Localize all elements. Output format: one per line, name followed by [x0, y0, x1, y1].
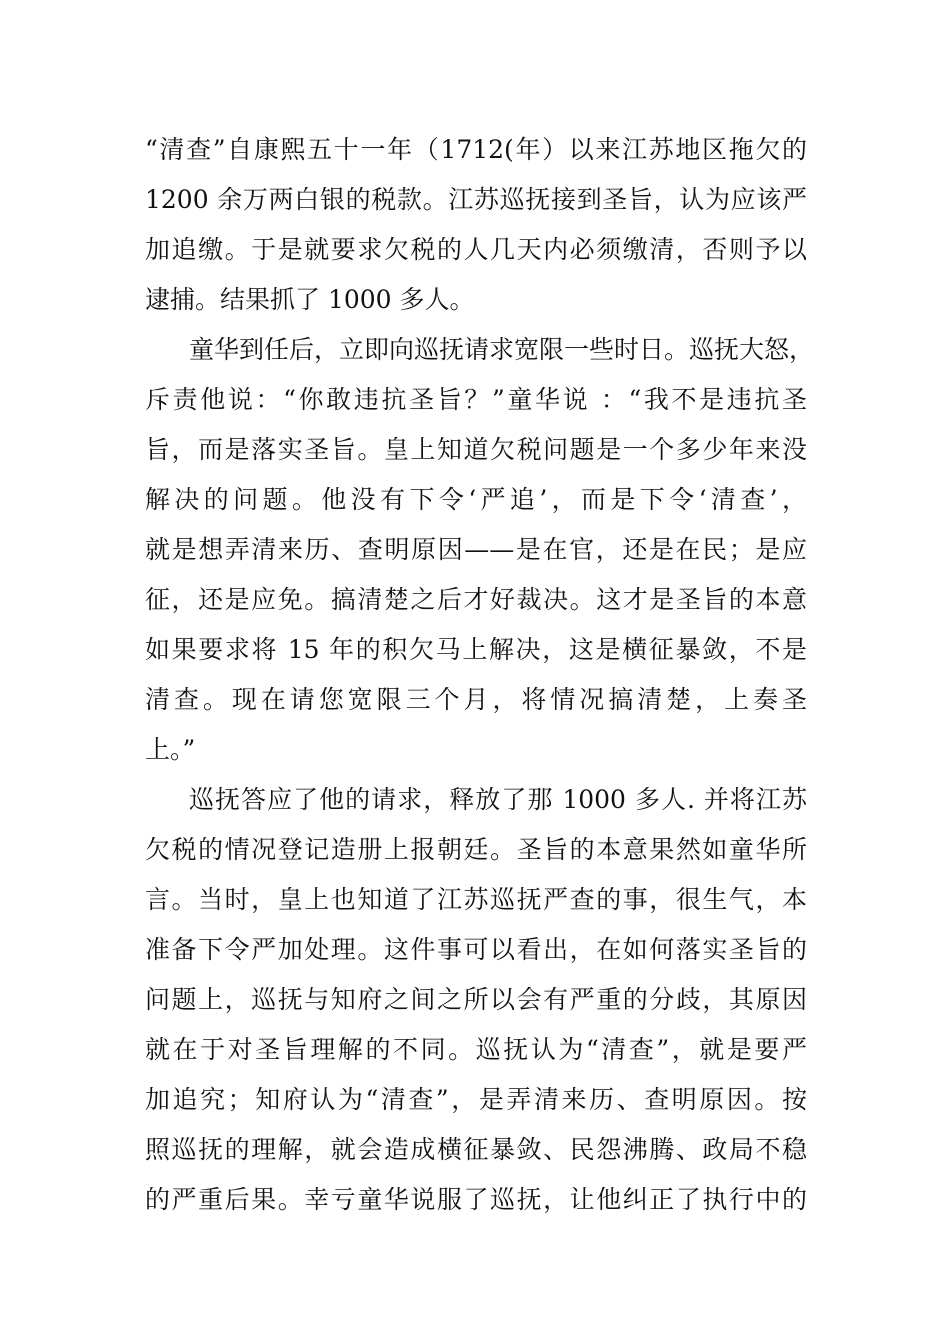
document-page — [145, 125, 815, 1225]
text-line: 旨，而是落实圣旨。皇上知道欠税问题是一个多少年来没 — [145, 435, 807, 464]
text-line: 逮捕。结果抓了 1000 多人。 — [145, 285, 475, 314]
text-line: 上。” — [145, 735, 196, 764]
text-line: 童华到任后，立即向巡抚请求宽限一些时日。巡抚大怒， — [189, 335, 815, 364]
paragraph-3 — [145, 775, 807, 1225]
text-line: 如果要求将 15 年的积欠马上解决，这是横征暴敛，不是 — [145, 635, 807, 664]
text-line: 加追缴。于是就要求欠税的人几天内必须缴清，否则予以 — [145, 235, 807, 264]
text-line: 解决的问题。他没有下令‘严追’，而是下令‘清查’， — [145, 485, 807, 514]
text-line: 1200 余万两白银的税款。江苏巡抚接到圣旨，认为应该严 — [145, 185, 807, 214]
text-line: 加追究；知府认为“清查”，是弄清来历、查明原因。按 — [145, 1085, 807, 1114]
text-line: “清查”自康熙五十一年（1712(年）以来江苏地区拖欠的 — [145, 135, 807, 164]
paragraph-1 — [145, 125, 807, 325]
text-line: 问题上，巡抚与知府之间之所以会有严重的分歧，其原因 — [145, 985, 807, 1014]
text-line: 准备下令严加处理。这件事可以看出，在如何落实圣旨的 — [145, 935, 807, 964]
text-line: 言。当时，皇上也知道了江苏巡抚严查的事，很生气，本 — [145, 885, 807, 914]
text-line: 照巡抚的理解，就会造成横征暴敛、民怨沸腾、政局不稳 — [145, 1135, 807, 1164]
paragraph-2 — [145, 325, 815, 775]
text-line: 斥责他说：“你敢违抗圣旨？”童华说 ：“我不是违抗圣 — [145, 385, 807, 414]
text-line: 的严重后果。幸亏童华说服了巡抚，让他纠正了执行中的 — [145, 1185, 807, 1214]
text-line: 巡抚答应了他的请求，释放了那 1000 多人. 并将江苏 — [189, 785, 807, 814]
text-line: 就是想弄清来历、查明原因——是在官，还是在民；是应 — [145, 535, 807, 564]
text-line: 欠税的情况登记造册上报朝廷。圣旨的本意果然如童华所 — [145, 835, 807, 864]
text-line: 征，还是应免。搞清楚之后才好裁决。这才是圣旨的本意 — [145, 585, 807, 614]
text-line: 就在于对圣旨理解的不同。巡抚认为“清查”，就是要严 — [145, 1035, 807, 1064]
text-line: 清查。现在请您宽限三个月，将情况搞清楚，上奏圣 — [145, 685, 807, 714]
